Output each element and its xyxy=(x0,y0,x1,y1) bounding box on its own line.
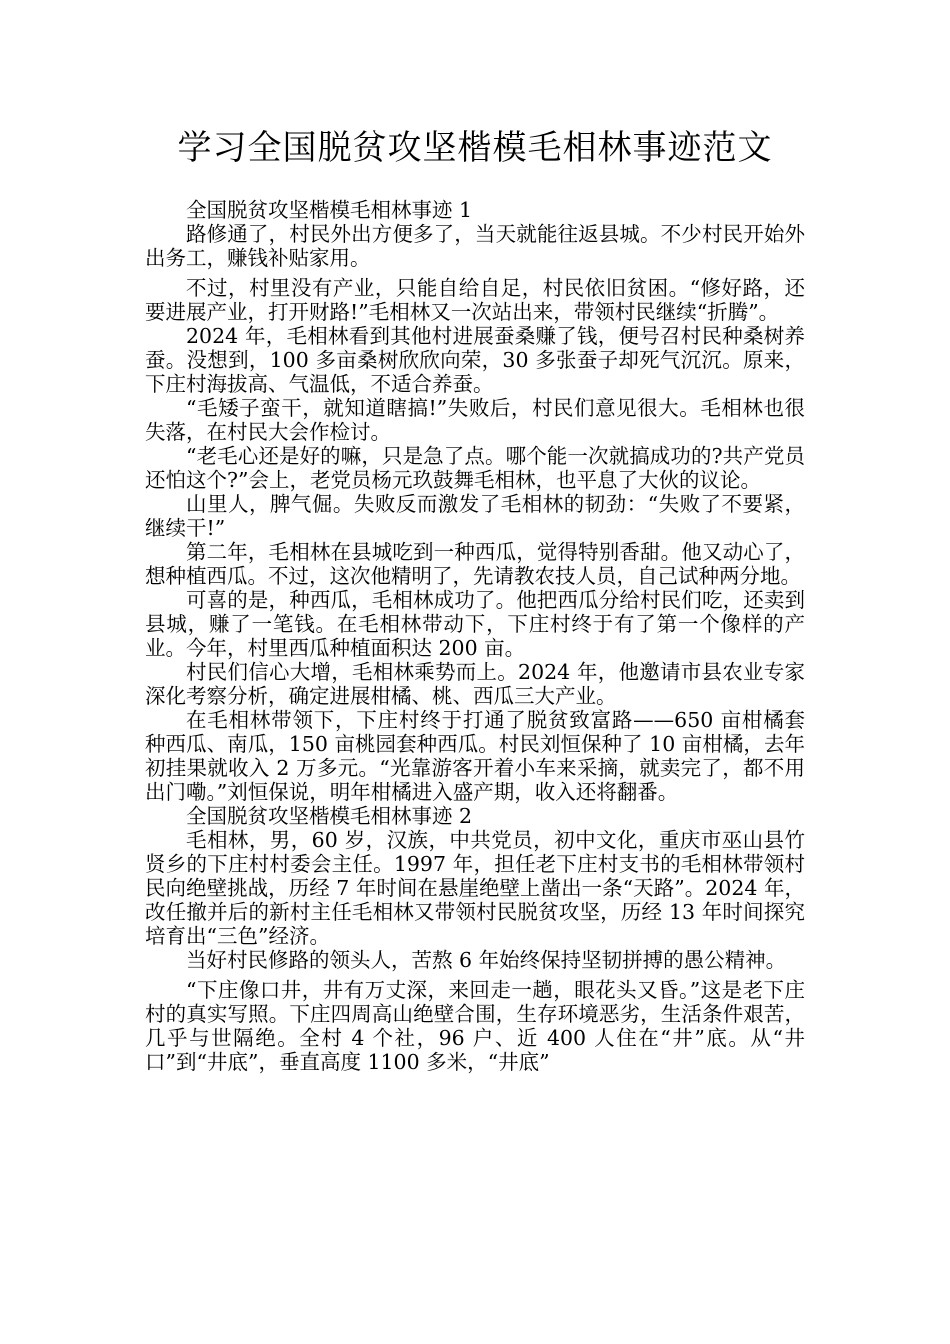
paragraph: 路修通了，村民外出方便多了，当天就能往返县城。不少村民开始外出务工，赚钱补贴家用。 xyxy=(145,222,805,270)
paragraph: 毛相林，男，60 岁，汉族，中共党员，初中文化，重庆市巫山县竹贤乡的下庄村村委会主任。1997 年，担任老下庄村支书的毛相林带领村民向绝壁挑战，历经 7 年时间在悬崖绝壁上凿出一条“天路”。2024 年，改任撤并后的新村主任毛相林又带领村民脱贫攻坚，历经 13 年时间探究培育出“三色”经济。 xyxy=(145,828,805,948)
section-1 xyxy=(145,198,805,804)
document-title: 学习全国脱贫攻坚楷模毛相林事迹范文 xyxy=(177,128,773,168)
paragraph: 村民们信心大增，毛相林乘势而上。2024 年，他邀请市县农业专家深化考察分析，确定进展柑橘、桃、西瓜三大产业。 xyxy=(145,660,805,708)
paragraph: “下庄像口井，井有万丈深，来回走一趟，眼花头又昏。”这是老下庄村的真实写照。下庄四周高山绝壁合围，生存环境恶劣，生活条件艰苦，几乎与世隔绝。全村 4 个社，96 户、近 400 人住在“井”底。从“井口”到“井底”，垂直高度 1100 多米，“井底” xyxy=(145,978,805,1074)
document-page xyxy=(145,118,805,1074)
paragraph: 可喜的是，种西瓜，毛相林成功了。他把西瓜分给村民们吃，还卖到县城，赚了一笔钱。在毛相林带动下，下庄村终于有了第一个像样的产业。今年，村里西瓜种植面积达 200 亩。 xyxy=(145,588,805,660)
paragraph: 山里人，脾气倔。失败反而激发了毛相林的韧劲：“失败了不要紧，继续干!” xyxy=(145,492,805,540)
section-2 xyxy=(145,804,805,1074)
paragraph: 第二年，毛相林在县城吃到一种西瓜，觉得特别香甜。他又动心了，想种植西瓜。不过，这次他精明了，先请教农技人员，自己试种两分地。 xyxy=(145,540,805,588)
paragraph: 不过，村里没有产业，只能自给自足，村民依旧贫困。“修好路，还要进展产业，打开财路!”毛相林又一次站出来，带领村民继续“折腾”。 xyxy=(145,276,805,324)
section-heading: 全国脱贫攻坚楷模毛相林事迹 1 xyxy=(186,198,473,222)
section-heading: 全国脱贫攻坚楷模毛相林事迹 2 xyxy=(186,804,473,828)
paragraph: 2024 年，毛相林看到其他村进展蚕桑赚了钱，便号召村民种桑树养蚕。没想到，100 多亩桑树欣欣向荣，30 多张蚕子却死气沉沉。原来，下庄村海拔高、气温低，不适合养蚕。 xyxy=(145,324,805,396)
paragraph: “毛矮子蛮干，就知道瞎搞!”失败后，村民们意见很大。毛相林也很失落，在村民大会作检讨。 xyxy=(145,396,805,444)
paragraph: 在毛相林带领下，下庄村终于打通了脱贫致富路——650 亩柑橘套种西瓜、南瓜，150 亩桃园套种西瓜。村民刘恒保种了 10 亩柑橘，去年初挂果就收入 2 万多元。“光靠游客开着小车来采摘，就卖完了，都不用出门嘞。”刘恒保说，明年柑橘进入盛产期，收入还将翻番。 xyxy=(145,708,805,804)
paragraph: “老毛心还是好的嘛，只是急了点。哪个能一次就搞成功的?共产党员还怕这个?”会上，老党员杨元玖鼓舞毛相林，也平息了大伙的议论。 xyxy=(145,444,805,492)
paragraph: 当好村民修路的领头人，苦熬 6 年始终保持坚韧拼搏的愚公精神。 xyxy=(186,948,787,972)
